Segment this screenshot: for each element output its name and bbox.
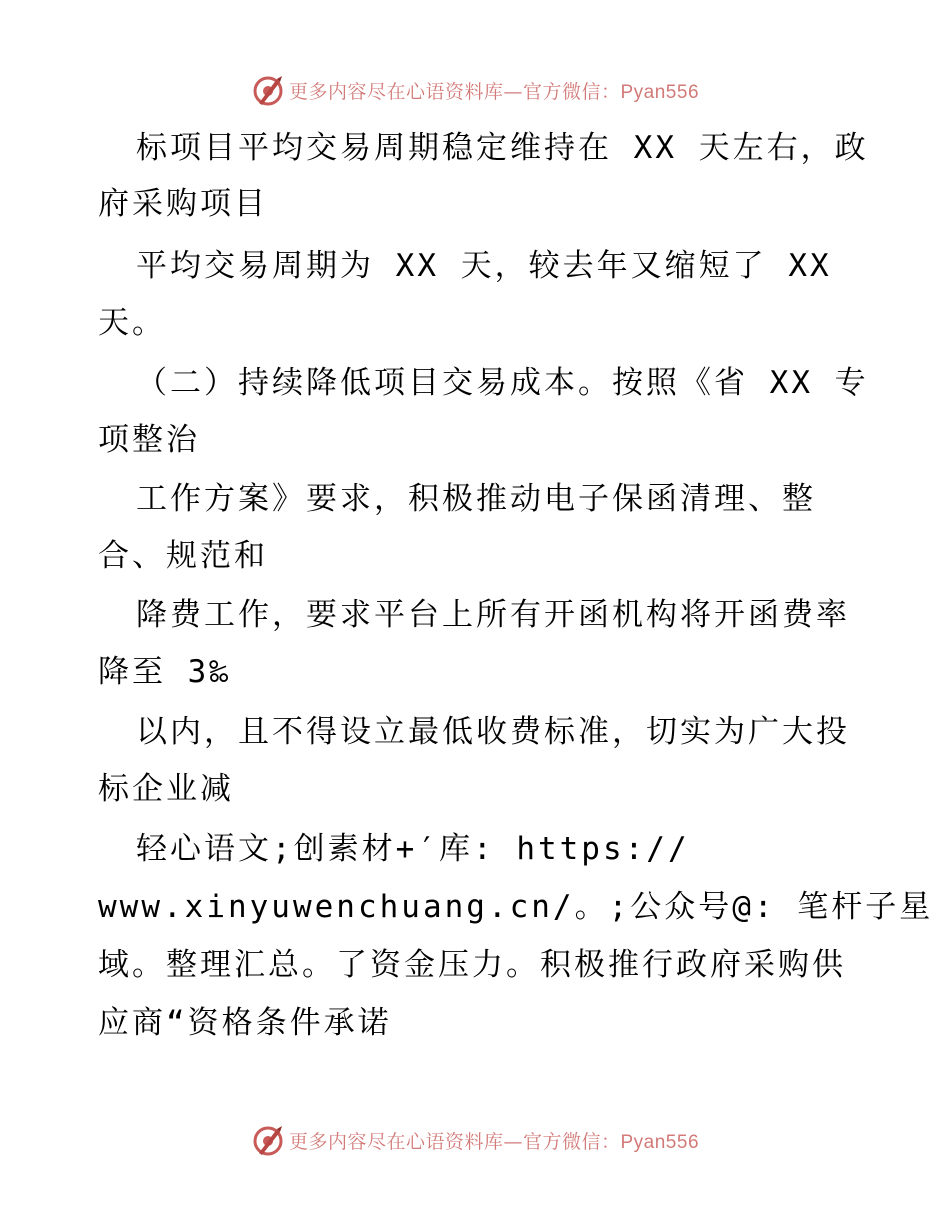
text-line: 天。 — [98, 305, 166, 341]
text-line: 工作方案》要求，积极推动电子保函清理、整 — [136, 481, 816, 517]
pen-logo-icon — [251, 1123, 285, 1157]
footer-banner — [0, 1120, 950, 1160]
text-line: www.xinyuwenchuang.cn/。;公众号@: 笔杆子星 — [98, 889, 934, 925]
header-banner — [0, 70, 950, 110]
text-line: 降费工作，要求平台上所有开函机构将开函费率 — [136, 597, 850, 633]
header-banner-label: 更多内容尽在心语资料库—官方微信： — [288, 80, 621, 103]
text-line: 域。整理汇总。了资金压力。积极推行政府采购供 — [98, 947, 846, 983]
text-line: 平均交易周期为 XX 天，较去年又缩短了 XX — [136, 248, 832, 284]
text-line: 标项目平均交易周期稳定维持在 XX 天左右，政 — [136, 130, 869, 166]
footer-wechat-id: Pyan556 — [620, 1131, 700, 1153]
footer-banner-inner — [251, 1123, 699, 1157]
header-banner-text — [289, 77, 699, 104]
text-line: 降至 3‰ — [98, 654, 231, 690]
text-line: （二）持续降低项目交易成本。按照《省 XX 专 — [136, 365, 869, 401]
text-line: 轻心语文;创素材+′库: https:// — [136, 831, 690, 867]
pen-logo-icon — [251, 73, 285, 107]
header-wechat-id: Pyan556 — [620, 81, 700, 103]
text-line: 应商“资格条件承诺 — [98, 1005, 392, 1041]
header-banner-inner — [251, 73, 699, 107]
text-line: 府采购项目 — [98, 186, 268, 222]
footer-banner-text — [289, 1127, 699, 1154]
text-line: 以内，且不得设立最低收费标准，切实为广大投 — [136, 714, 850, 750]
text-line: 项整治 — [98, 422, 200, 458]
text-line: 合、规范和 — [98, 538, 268, 574]
text-line: 标企业减 — [98, 771, 234, 807]
footer-banner-label: 更多内容尽在心语资料库—官方微信： — [288, 1130, 621, 1153]
